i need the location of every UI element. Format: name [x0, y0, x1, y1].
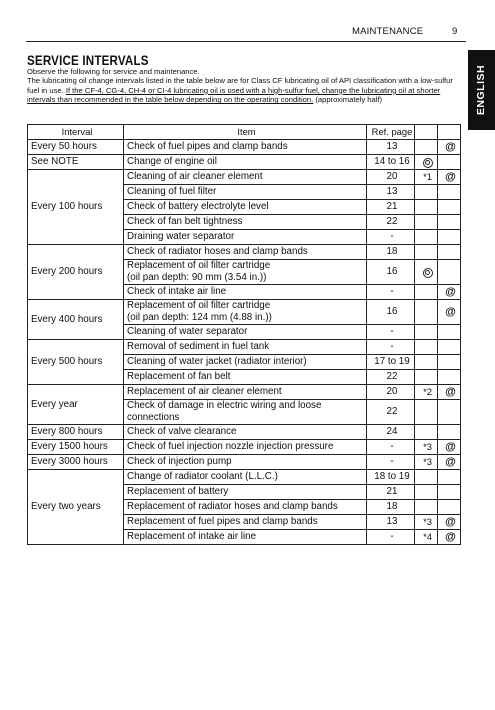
header-mark [438, 125, 461, 140]
mark-cell [438, 425, 461, 440]
note-cell [415, 200, 438, 215]
interval-cell: Every 100 hours [28, 170, 124, 245]
note-cell [415, 400, 438, 425]
mark-cell [438, 500, 461, 515]
note-cell [415, 155, 438, 170]
ref-page-cell: 16 [367, 300, 415, 325]
ref-page-cell: - [367, 285, 415, 300]
item-cell: Cleaning of water separator [124, 325, 367, 340]
interval-cell: Every 500 hours [28, 340, 124, 385]
header-ref-page: Ref. page [367, 125, 415, 140]
interval-cell: Every 200 hours [28, 245, 124, 300]
table-row [28, 470, 461, 485]
interval-cell: See NOTE [28, 155, 124, 170]
note-cell [415, 185, 438, 200]
mark-cell [438, 215, 461, 230]
ref-page-cell: 18 [367, 500, 415, 515]
at-mark-icon: @ [438, 530, 461, 545]
note-cell [415, 425, 438, 440]
intro-line-2 [27, 76, 462, 104]
ref-page-cell: 21 [367, 485, 415, 500]
item-cell: Replacement of battery [124, 485, 367, 500]
table-row [28, 300, 461, 325]
note-cell [415, 500, 438, 515]
item-cell: Removal of sediment in fuel tank [124, 340, 367, 355]
note-cell [415, 140, 438, 155]
item-cell: Check of valve clearance [124, 425, 367, 440]
language-tab [468, 50, 495, 130]
note-cell: *1 [415, 170, 438, 185]
item-cell [124, 260, 367, 285]
item-cell: Cleaning of water jacket (radiator interior) [124, 355, 367, 370]
item-cell: Check of radiator hoses and clamp bands [124, 245, 367, 260]
item-cell: Replacement of fuel pipes and clamp bands [124, 515, 367, 530]
mark-cell [438, 200, 461, 215]
item-cell: Cleaning of air cleaner element [124, 170, 367, 185]
interval-cell: Every 800 hours [28, 425, 124, 440]
header-divider [26, 41, 466, 42]
header-item: Item [124, 125, 367, 140]
item-cell: Check of fuel injection nozzle injection pressure [124, 440, 367, 455]
ref-page-cell: 13 [367, 140, 415, 155]
table-row [28, 440, 461, 455]
item-cell: Replacement of air cleaner element [124, 385, 367, 400]
ref-page-cell: 22 [367, 215, 415, 230]
ref-page-cell: 20 [367, 170, 415, 185]
mark-cell [438, 470, 461, 485]
item-cell: Check of battery electrolyte level [124, 200, 367, 215]
ref-page-cell: 17 to 19 [367, 355, 415, 370]
header-interval: Interval [28, 125, 124, 140]
header-section-title: MAINTENANCE [352, 26, 424, 37]
intro-line-1: Observe the following for service and maintenance. [27, 67, 200, 76]
table-row [28, 385, 461, 400]
item-cell [124, 400, 367, 425]
mark-cell [438, 155, 461, 170]
note-cell [415, 370, 438, 385]
table-row [28, 140, 461, 155]
note-cell [415, 485, 438, 500]
mark-cell [438, 260, 461, 285]
table-header-row [28, 125, 461, 140]
item-line: Replacement of oil filter cartridge [127, 260, 271, 271]
item-line: Replacement of oil filter cartridge [127, 300, 271, 311]
item-line: (oil pan depth: 124 mm (4.88 in.)) [127, 312, 272, 323]
ref-page-cell: - [367, 230, 415, 245]
item-cell: Check of injection pump [124, 455, 367, 470]
item-cell: Check of fuel pipes and clamp bands [124, 140, 367, 155]
item-line: connections [127, 412, 180, 423]
ref-page-cell: 13 [367, 515, 415, 530]
page-title: SERVICE INTERVALS [27, 53, 149, 68]
table-row [28, 455, 461, 470]
interval-cell: Every 3000 hours [28, 455, 124, 470]
at-mark-icon: @ [438, 515, 461, 530]
mark-cell [438, 325, 461, 340]
note-cell [415, 215, 438, 230]
double-circle-icon [423, 268, 433, 278]
item-cell: Draining water separator [124, 230, 367, 245]
header-note [415, 125, 438, 140]
ref-page-cell: 21 [367, 200, 415, 215]
note-cell [415, 470, 438, 485]
note-cell: *2 [415, 385, 438, 400]
service-intervals-table [27, 124, 461, 545]
mark-cell [438, 400, 461, 425]
table-row [28, 245, 461, 260]
item-cell: Replacement of radiator hoses and clamp bands [124, 500, 367, 515]
at-mark-icon: @ [438, 170, 461, 185]
ref-page-cell: - [367, 325, 415, 340]
ref-page-cell: 18 [367, 245, 415, 260]
intro-text-tail: (approximately half) [313, 95, 383, 105]
note-cell [415, 230, 438, 245]
table-row [28, 155, 461, 170]
at-mark-icon: @ [438, 455, 461, 470]
ref-page-cell: 14 to 16 [367, 155, 415, 170]
interval-cell: Every two years [28, 470, 124, 545]
note-cell [415, 285, 438, 300]
ref-page-cell: 13 [367, 185, 415, 200]
item-cell: Check of intake air line [124, 285, 367, 300]
item-cell: Cleaning of fuel filter [124, 185, 367, 200]
at-mark-icon: @ [438, 140, 461, 155]
interval-cell: Every 50 hours [28, 140, 124, 155]
ref-page-cell: - [367, 530, 415, 545]
note-cell [415, 340, 438, 355]
item-cell: Change of engine oil [124, 155, 367, 170]
intro-underlined-text: If the CF-4, CG-4, CH-4 or CI-4 lubricating oil is used with a high-sulfur fuel, change the lubricating oil at shorter intervals than recommended in the table below depending on the operating condition. [27, 85, 441, 105]
note-cell [415, 245, 438, 260]
note-cell: *4 [415, 530, 438, 545]
interval-cell: Every year [28, 385, 124, 425]
table-row [28, 170, 461, 185]
item-cell: Replacement of intake air line [124, 530, 367, 545]
note-cell [415, 325, 438, 340]
at-mark-icon: @ [438, 440, 461, 455]
at-mark-icon: @ [438, 285, 461, 300]
language-tab-label: ENGLISH [475, 64, 488, 116]
table-row [28, 340, 461, 355]
table-row [28, 425, 461, 440]
note-cell: *3 [415, 515, 438, 530]
item-cell: Check of fan belt tightness [124, 215, 367, 230]
mark-cell [438, 355, 461, 370]
intro-text: The lubricating oil change intervals listed in the table below are for Class CF lubricating oil of API classification with a low-sulfur fuel in use. [27, 76, 453, 95]
ref-page-cell: 18 to 19 [367, 470, 415, 485]
ref-page-cell: - [367, 340, 415, 355]
mark-cell [438, 230, 461, 245]
item-line: Check of damage in electric wiring and loose [127, 400, 322, 411]
ref-page-cell: 16 [367, 260, 415, 285]
note-cell [415, 300, 438, 325]
at-mark-icon: @ [438, 385, 461, 400]
at-mark-icon: @ [438, 300, 461, 325]
ref-page-cell: - [367, 440, 415, 455]
mark-cell [438, 245, 461, 260]
mark-cell [438, 485, 461, 500]
intro-paragraph [27, 67, 462, 105]
mark-cell [438, 340, 461, 355]
ref-page-cell: 20 [367, 385, 415, 400]
ref-page-cell: 24 [367, 425, 415, 440]
note-cell: *3 [415, 455, 438, 470]
interval-cell: Every 1500 hours [28, 440, 124, 455]
ref-page-cell: 22 [367, 400, 415, 425]
item-cell: Change of radiator coolant (L.L.C.) [124, 470, 367, 485]
interval-cell: Every 400 hours [28, 300, 124, 340]
page-number: 9 [452, 26, 458, 37]
note-cell: *3 [415, 440, 438, 455]
note-cell [415, 260, 438, 285]
ref-page-cell: 22 [367, 370, 415, 385]
note-cell [415, 355, 438, 370]
item-line: (oil pan depth: 90 mm (3.54 in.)) [127, 272, 267, 283]
item-cell [124, 300, 367, 325]
item-cell: Replacement of fan belt [124, 370, 367, 385]
double-circle-icon [423, 158, 433, 168]
mark-cell [438, 370, 461, 385]
mark-cell [438, 185, 461, 200]
ref-page-cell: - [367, 455, 415, 470]
